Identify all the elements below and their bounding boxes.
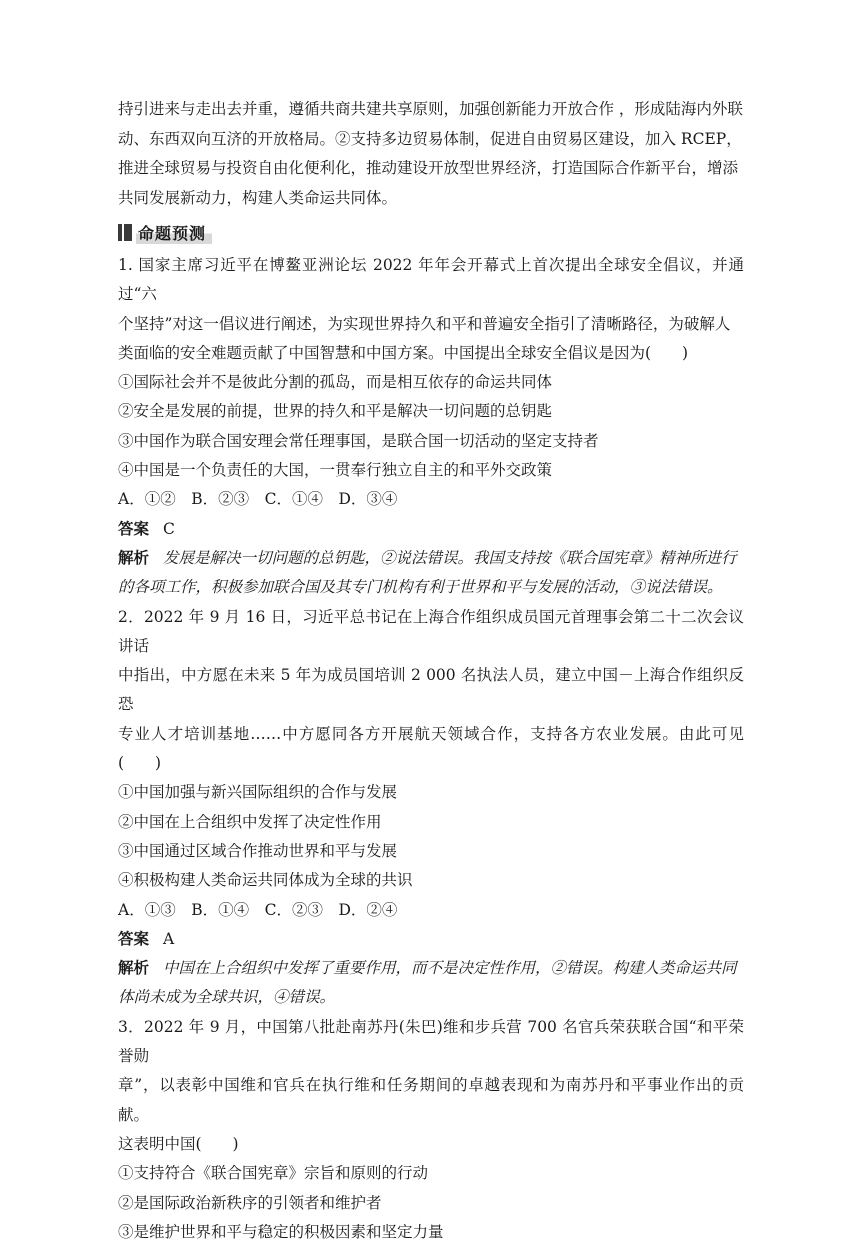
option-item: ①国际社会并不是彼此分割的孤岛，而是相互依存的命运共同体 xyxy=(118,373,553,392)
option-item: ③中国通过区域合作推动世界和平与发展 xyxy=(118,841,398,860)
option-item: ④积极构建人类命运共同体成为全球的共识 xyxy=(118,871,413,890)
question-stem-line: 3．2022 年 9 月，中国第八批赴南苏丹(朱巴)维和步兵营 700 名官兵荣获联合国“和平荣誉勋 xyxy=(118,1017,744,1066)
question-stem-line: 章”，以表彰中国维和官兵在执行维和任务期间的卓越表现和为南苏丹和平事业作出的贡献。 xyxy=(118,1076,744,1124)
answer-line xyxy=(118,515,744,544)
intro-line: 推进全球贸易与投资自由化便利化，推动建设开放型世界经济，打造国际合作新平台，增添 xyxy=(118,159,739,177)
option-item: ①中国加强与新兴国际组织的合作与发展 xyxy=(118,783,398,802)
question-stem-line: 类面临的安全难题贡献了中国智慧和中国方案。中国提出全球安全倡议是因为( ) xyxy=(118,343,689,362)
analysis-text: 的各项工作，积极参加联合国及其专门机构有利于世界和平与发展的活动，③说法错误。 xyxy=(118,578,723,597)
question-stem-line: 1. 国家主席习近平在博鳌亚洲论坛 2022 年年会开幕式上首次提出全球安全倡议，并通过“六 xyxy=(118,256,744,304)
answer-choices: A．①③ B．①④ C．②③ D．②④ xyxy=(118,900,398,919)
analysis-tag: 解析 xyxy=(118,548,150,567)
option-item: ②安全是发展的前提，世界的持久和平是解决一切问题的总钥匙 xyxy=(118,402,553,421)
analysis-tag: 解析 xyxy=(118,959,150,978)
analysis-text: 体尚未成为全球共识，④错误。 xyxy=(118,988,336,1007)
intro-line: 动、东西双向互济的开放格局。②支持多边贸易体制，促进自由贸易区建设，加入 RCEP， xyxy=(118,129,742,148)
question-stem-line: 这表明中国( ) xyxy=(118,1134,239,1153)
analysis-line xyxy=(118,544,744,573)
answer-value: C xyxy=(163,519,175,538)
option-item: ③是维护世界和平与稳定的积极因素和坚定力量 xyxy=(118,1222,444,1241)
intro-line: 共同发展新动力，构建人类命运共同体。 xyxy=(118,188,398,207)
option-item: ②中国在上合组织中发挥了决定性作用 xyxy=(118,812,382,831)
section-marker-icon xyxy=(124,224,132,241)
question-2 xyxy=(118,603,744,1013)
document-page xyxy=(118,0,744,1247)
answer-choices: A．①② B．②③ C．①④ D．③④ xyxy=(118,490,398,509)
option-item: ④中国是一个负责任的大国，一贯奉行独立自主的和平外交政策 xyxy=(118,461,553,480)
section-header xyxy=(118,220,744,245)
option-item: ①支持符合《联合国宪章》宗旨和原则的行动 xyxy=(118,1164,429,1183)
answer-tag: 答案 xyxy=(118,519,150,538)
answer-line xyxy=(118,925,744,954)
answer-tag: 答案 xyxy=(118,929,150,948)
question-stem-line: 专业人才培训基地……中方愿同各方开展航天领域合作，支持各方农业发展。由此可见( ) xyxy=(118,724,744,773)
section-marker-icon xyxy=(118,224,122,241)
analysis-text: 发展是解决一切问题的总钥匙，②说法错误。我国支持按《联合国宪章》精神所进行 xyxy=(163,548,737,567)
answer-value: A xyxy=(163,929,175,948)
section-title: 命题预测 xyxy=(136,221,212,244)
question-stem-line: 中指出，中方愿在未来 5 年为成员国培训 2 000 名执法人员，建立中国－上海合作组织反恐 xyxy=(118,666,744,714)
question-stem-line: 2．2022 年 9 月 16 日，习近平总书记在上海合作组织成员国元首理事会第二十二次会议讲话 xyxy=(118,607,744,655)
question-3 xyxy=(118,1013,744,1247)
question-1 xyxy=(118,251,744,603)
intro-paragraph xyxy=(118,95,744,213)
question-stem-line: 个坚持”对这一倡议进行阐述，为实现世界持久和平和普遍安全指引了清晰路径，为破解人 xyxy=(118,314,731,333)
analysis-line xyxy=(118,954,744,983)
option-item: ③中国作为联合国安理会常任理事国，是联合国一切活动的坚定支持者 xyxy=(118,431,599,450)
intro-line: 持引进来与走出去并重，遵循共商共建共享原则，加强创新能力开放合作 ，形成陆海内外联 xyxy=(118,100,743,118)
option-item: ②是国际政治新秩序的引领者和维护者 xyxy=(118,1193,382,1212)
analysis-text: 中国在上合组织中发挥了重要作用，而不是决定性作用，②错误。构建人类命运共同 xyxy=(163,959,737,978)
